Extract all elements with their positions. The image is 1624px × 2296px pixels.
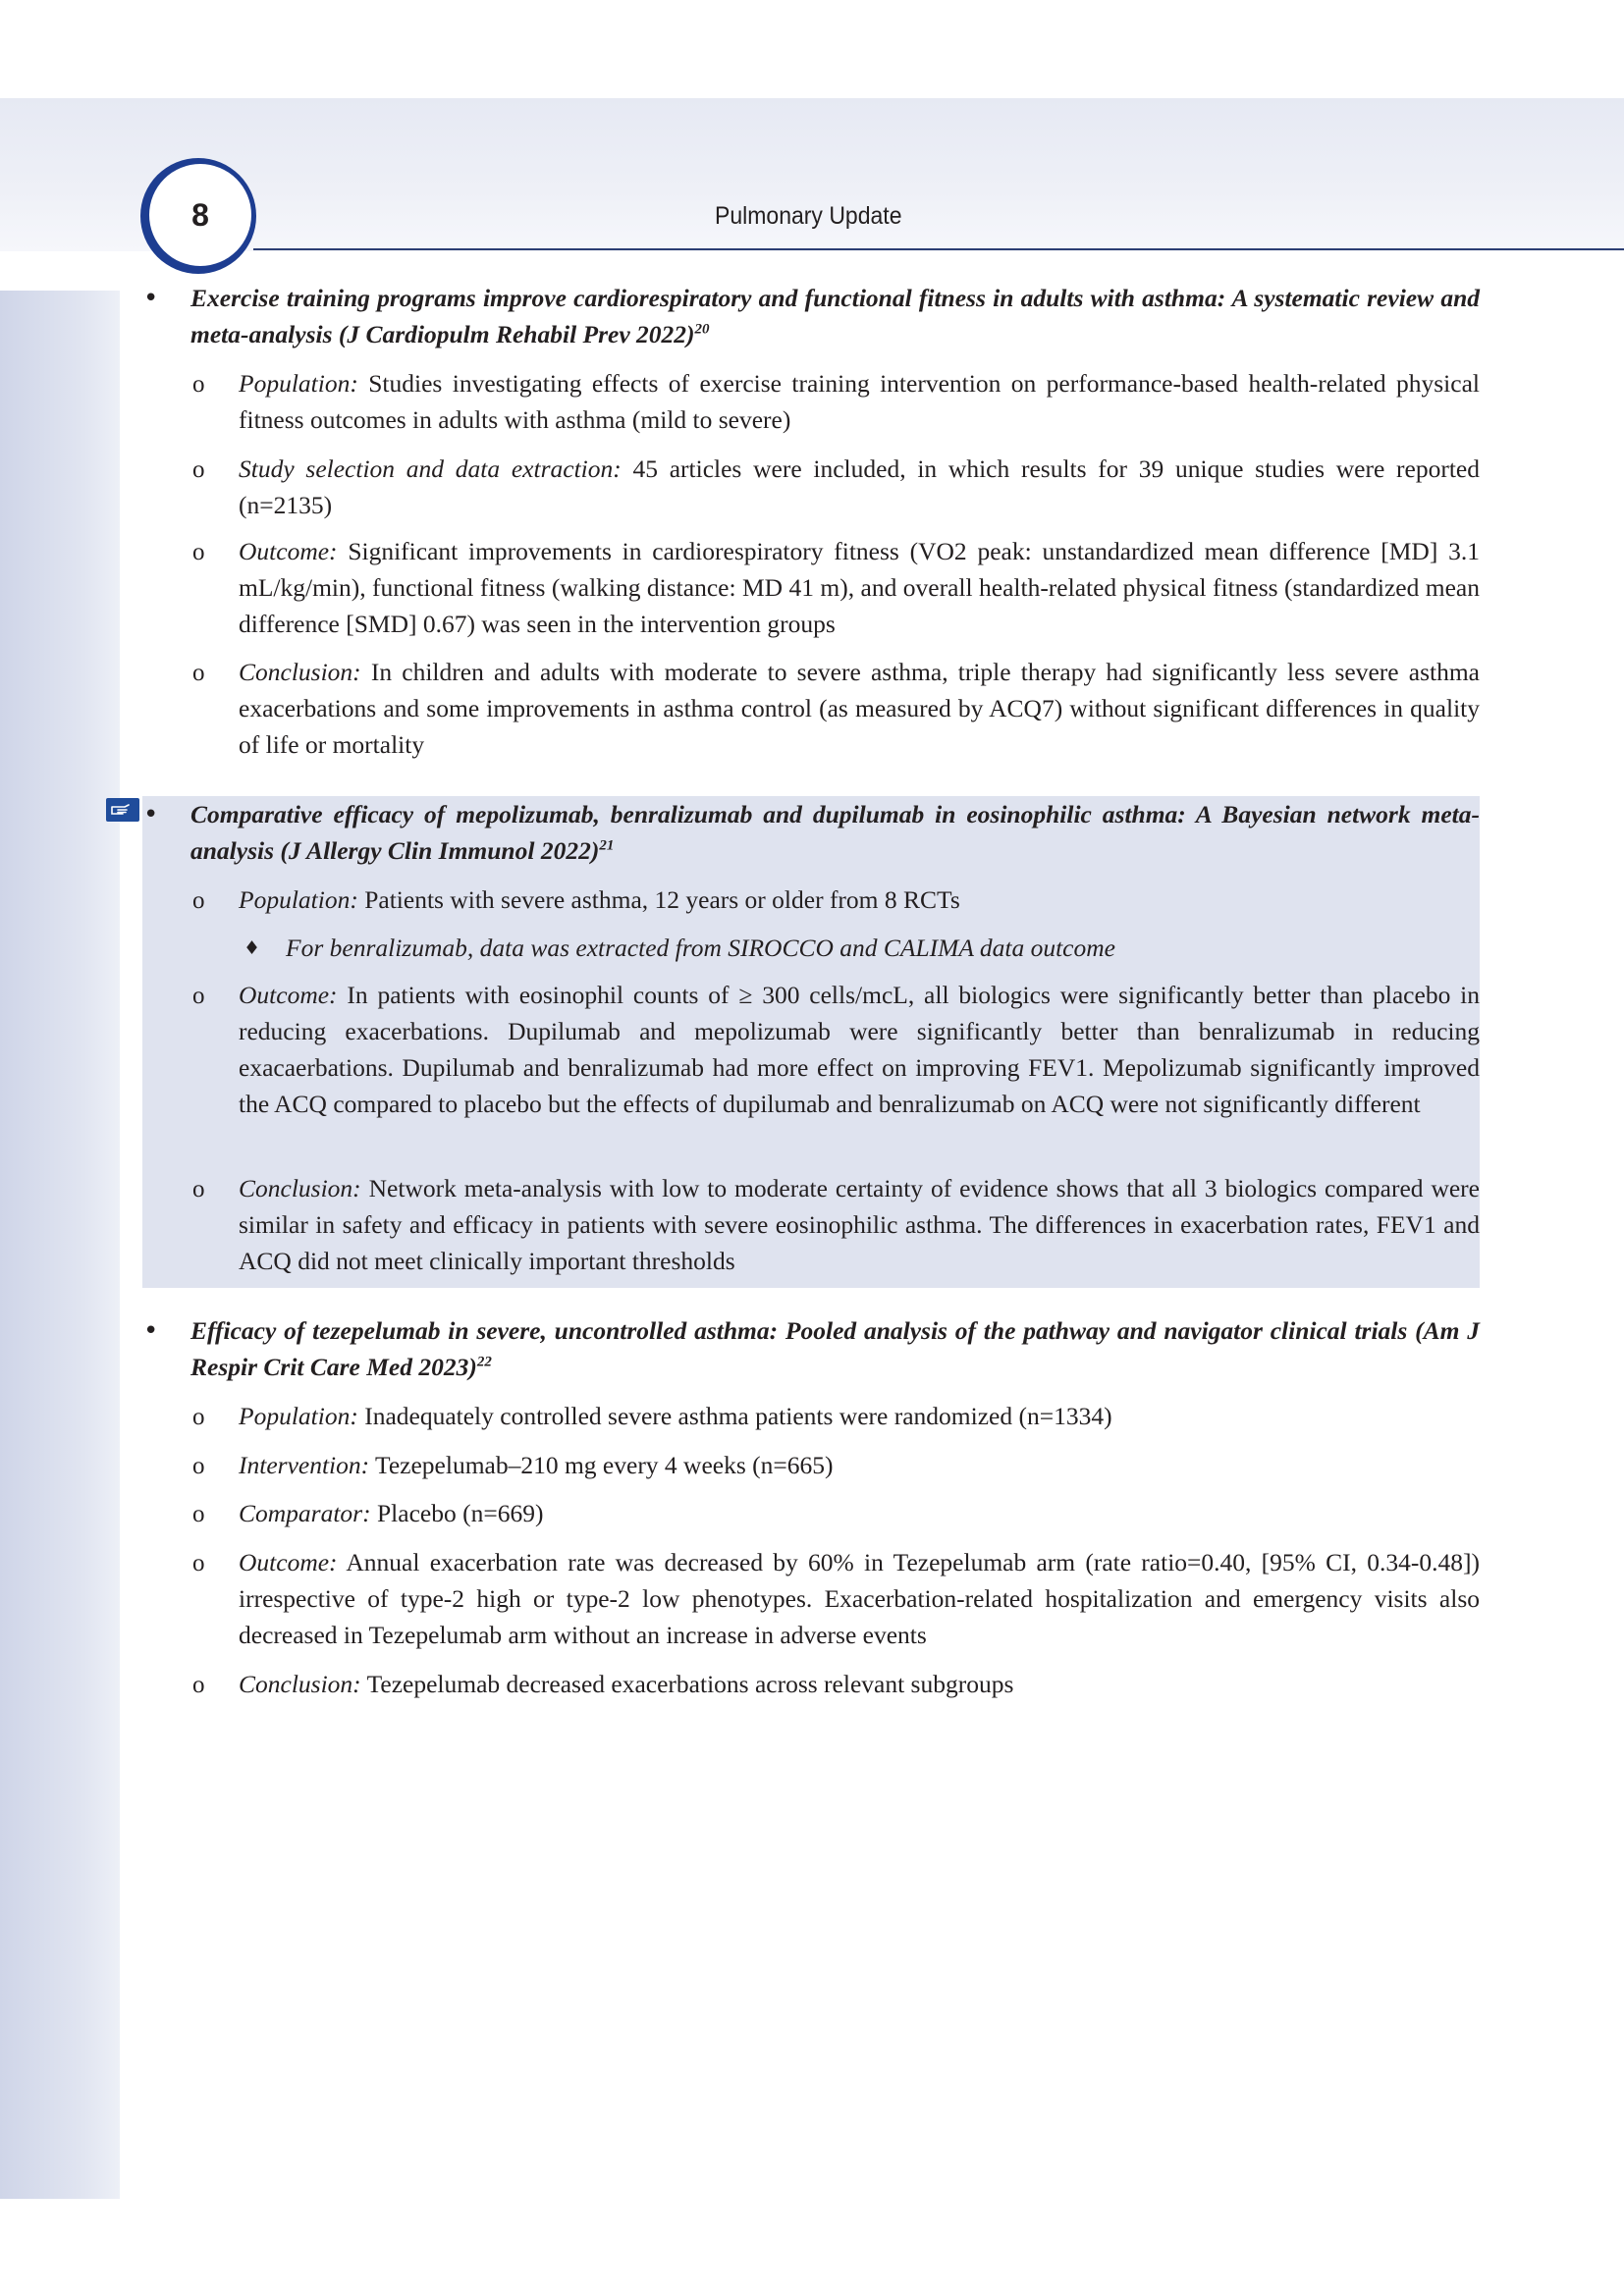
sub-bullet-marker: o	[192, 660, 205, 686]
entry-item: Outcome: Significant improvements in cardiorespiratory fitness (VO2 peak: unstandardized mean difference [MD] 3.1 mL/kg/min), functional fitness (walking distance: MD 41 m), and overall health-related physical fitness (standardized mean difference [SMD] 0.67) was seen in the intervention groups	[239, 537, 1480, 638]
sub-bullet-marker: o	[192, 1672, 205, 1698]
entry-title: Efficacy of tezepelumab in severe, uncontrolled asthma: Pooled analysis of the pathway and navigator clinical trials (Am J Respir Crit Care Med 2023)$^{22}$	[190, 1316, 1480, 1381]
sub-bullet-marker: o	[192, 539, 205, 565]
entry-item: Outcome: In patients with eosinophil counts of ≥ 300 cells/mcL, all biologics were significantly better than placebo in reducing exacerbations. Dupilumab and mepolizumab were significantly better than benralizumab in reducing exacaerbations. Dupilumab and benralizumab had more effect on improving FEV1. Mepolizumab significantly improved the ACQ compared to placebo but the effects of dupilumab and benralizumab on ACQ were not significantly different	[239, 981, 1480, 1118]
bullet-marker: •	[143, 800, 159, 829]
entry-item: Population: Patients with severe asthma, 12 years or older from 8 RCTs	[239, 885, 960, 914]
sub-bullet-marker: o	[192, 983, 205, 1009]
entry-item: Conclusion: In children and adults with moderate to severe asthma, triple therapy had significantly less severe asthma exacerbations and some improvements in asthma control (as measured by ACQ7) without significant differences in quality of life or mortality	[239, 658, 1480, 759]
running-title: Pulmonary Update	[715, 202, 902, 230]
pointing-hand-icon	[106, 798, 139, 822]
entry-item: Comparator: Placebo (n=669)	[239, 1499, 544, 1527]
sub-bullet-marker: o	[192, 887, 205, 914]
bullet-marker: •	[143, 1316, 159, 1346]
entry-item: Population: Studies investigating effects of exercise training intervention on performance-based health-related physical fitness outcomes in adults with asthma (mild to severe)	[239, 369, 1480, 434]
sub-bullet-marker: o	[192, 371, 205, 398]
entry-item: Conclusion: Network meta-analysis with low to moderate certainty of evidence shows that all 3 biologics compared were similar in safety and efficacy in patients with severe eosinophilic asthma. The differences in exacerbation rates, FEV1 and ACQ did not meet clinically important thresholds	[239, 1174, 1480, 1275]
bullet-marker: •	[143, 284, 159, 313]
entry-item: Intervention: Tezepelumab–210 mg every 4 weeks (n=665)	[239, 1451, 834, 1479]
entry-sub-item: For benralizumab, data was extracted from SIROCCO and CALIMA data outcome	[286, 934, 1115, 962]
entry-title: Comparative efficacy of mepolizumab, benralizumab and dupilumab in eosinophilic asthma: A Bayesian network meta-analysis (J Allergy Clin Immunol 2022)$^{21}$	[190, 800, 1480, 865]
page-number-badge-inner	[149, 164, 251, 266]
sub-bullet-marker: o	[192, 1404, 205, 1430]
left-margin-strip	[0, 291, 120, 2199]
header-rule	[253, 248, 1624, 250]
sub-bullet-marker: o	[192, 1176, 205, 1202]
entry-item: Outcome: Annual exacerbation rate was decreased by 60% in Tezepelumab arm (rate ratio=0.40, [95% CI, 0.34-0.48]) irrespective of type-2 high or type-2 low phenotypes. Exacerbation-related hospitalization and emergency visits also decreased in Tezepelumab arm without an increase in adverse events	[239, 1548, 1480, 1649]
page-number: 8	[191, 196, 209, 233]
entry-title: Exercise training programs improve cardiorespiratory and functional fitness in adults with asthma: A systematic review and meta-analysis (J Cardiopulm Rehabil Prev 2022)$^{20}$	[190, 284, 1480, 348]
sub-bullet-marker: o	[192, 1550, 205, 1576]
entry-item: Population: Inadequately controlled severe asthma patients were randomized (n=1334)	[239, 1402, 1112, 1430]
entry-item: Study selection and data extraction: 45 articles were included, in which results for 39 unique studies were reported (n=2135)	[239, 454, 1480, 519]
sub-bullet-marker: o	[192, 1501, 205, 1527]
sub-bullet-marker: o	[192, 456, 205, 483]
entry-item: Conclusion: Tezepelumab decreased exacerbations across relevant subgroups	[239, 1670, 1014, 1698]
sub-bullet-marker: o	[192, 1453, 205, 1479]
diamond-bullet-marker: ♦	[244, 937, 261, 959]
